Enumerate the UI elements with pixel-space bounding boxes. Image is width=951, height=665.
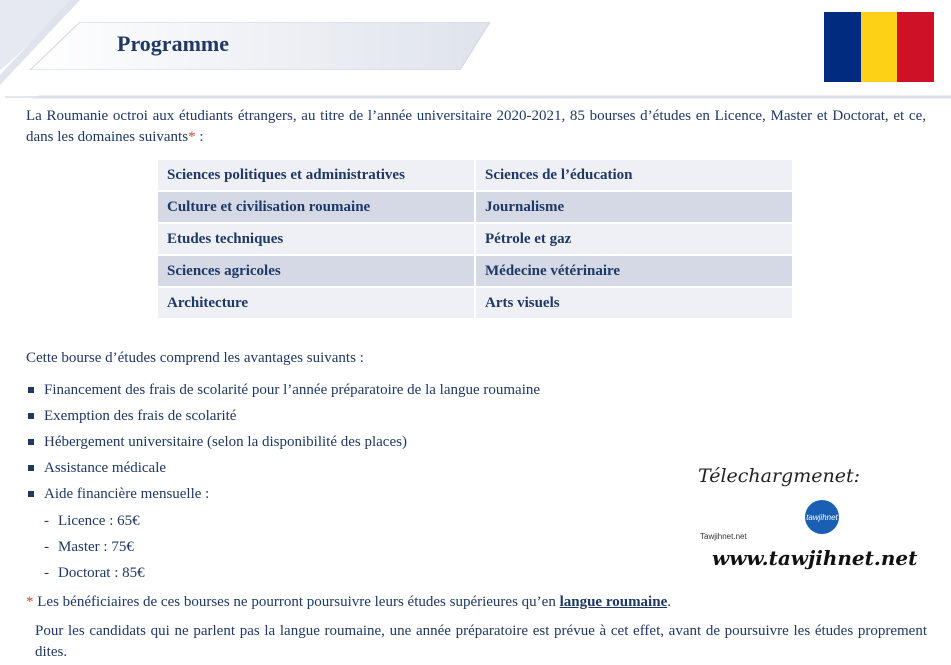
list-item — [26, 455, 540, 481]
watermark-url[interactable]: www.tawjihnet.net — [712, 546, 918, 570]
logo-arabic-text — [939, 496, 940, 547]
table-row — [158, 288, 792, 318]
table-row — [158, 256, 792, 286]
amount-text: Doctorat : 85€ — [58, 565, 145, 581]
square-bullet-icon — [28, 465, 34, 471]
list-item — [26, 429, 540, 455]
list-item-text: Hébergement universitaire (selon la disponibilité des places) — [44, 434, 407, 450]
advantages-list — [26, 377, 540, 507]
square-bullet-icon — [28, 439, 34, 445]
page-title: Programme — [117, 31, 229, 56]
list-item-text: Assistance médicale — [44, 460, 167, 476]
amount-text: Master : 75€ — [58, 539, 134, 555]
advantages-intro: Cette bourse d’études comprend les avantages suivants : — [26, 350, 364, 366]
table-cell: Sciences de l’éducation — [476, 160, 792, 190]
square-bullet-icon — [28, 413, 34, 419]
footnote-asterisk: * — [26, 594, 34, 610]
watermark-subtitle: Tawjihnet.net — [700, 532, 747, 541]
allowance-amounts — [44, 508, 145, 586]
table-cell: Sciences politiques et administratives — [158, 160, 474, 190]
table-row — [158, 224, 792, 254]
dash-bullet-icon: - — [44, 565, 49, 581]
footnote — [26, 594, 671, 611]
flag-stripe-yellow — [861, 12, 898, 82]
list-item-text: Financement des frais de scolarité pour l’année préparatoire de la langue roumaine — [44, 382, 541, 398]
intro-suffix: : — [195, 129, 204, 145]
intro-paragraph — [26, 106, 926, 148]
list-item — [26, 481, 540, 507]
domains-table — [156, 158, 794, 320]
footnote-text: Les bénéficiaires de ces bourses ne pourront poursuivre leurs études supérieures qu’en — [33, 594, 560, 610]
romania-flag — [824, 12, 934, 82]
amount-text: Licence : 65€ — [58, 513, 140, 529]
list-item — [44, 560, 145, 586]
flag-stripe-blue — [824, 12, 861, 82]
list-item — [44, 534, 145, 560]
table-cell: Architecture — [158, 288, 474, 318]
table-row — [158, 160, 792, 190]
watermark-label: Télechargmenet: — [698, 465, 860, 487]
list-item — [26, 377, 540, 403]
table-cell: Journalisme — [476, 192, 792, 222]
logo-badge-text: tawjihnet — [806, 513, 838, 522]
table-cell: Pétrole et gaz — [476, 224, 792, 254]
square-bullet-icon — [28, 387, 34, 393]
list-item-text: Exemption des frais de scolarité — [44, 408, 237, 424]
square-bullet-icon — [28, 491, 34, 497]
intro-asterisk: * — [188, 129, 196, 145]
table-row — [158, 192, 792, 222]
table-cell: Etudes techniques — [158, 224, 474, 254]
dash-bullet-icon: - — [44, 539, 49, 555]
langue-roumaine-link[interactable]: langue roumaine — [559, 594, 668, 610]
title-banner — [10, 22, 490, 70]
closing-paragraph: Pour les candidats qui ne parlent pas la langue roumaine, une année préparatoire est prévue à cet effet, avant de poursuivre les études proprement dites. — [35, 623, 927, 660]
list-item-text: Aide financière mensuelle : — [44, 486, 210, 502]
dash-bullet-icon: - — [44, 513, 49, 529]
list-item — [44, 508, 145, 534]
footnote-end: . — [667, 594, 671, 610]
table-cell: Sciences agricoles — [158, 256, 474, 286]
flag-stripe-red — [897, 12, 934, 82]
list-item — [26, 403, 540, 429]
table-cell: Culture et civilisation roumaine — [158, 192, 474, 222]
table-cell: Arts visuels — [476, 288, 792, 318]
table-cell: Médecine vétérinaire — [476, 256, 792, 286]
intro-text: La Roumanie octroi aux étudiants étrangers, au titre de l’année universitaire 2020-2021, 85 bourses d’études en Licence, Master et Doctorat, et ce, dans les domaines suivants — [26, 108, 926, 145]
